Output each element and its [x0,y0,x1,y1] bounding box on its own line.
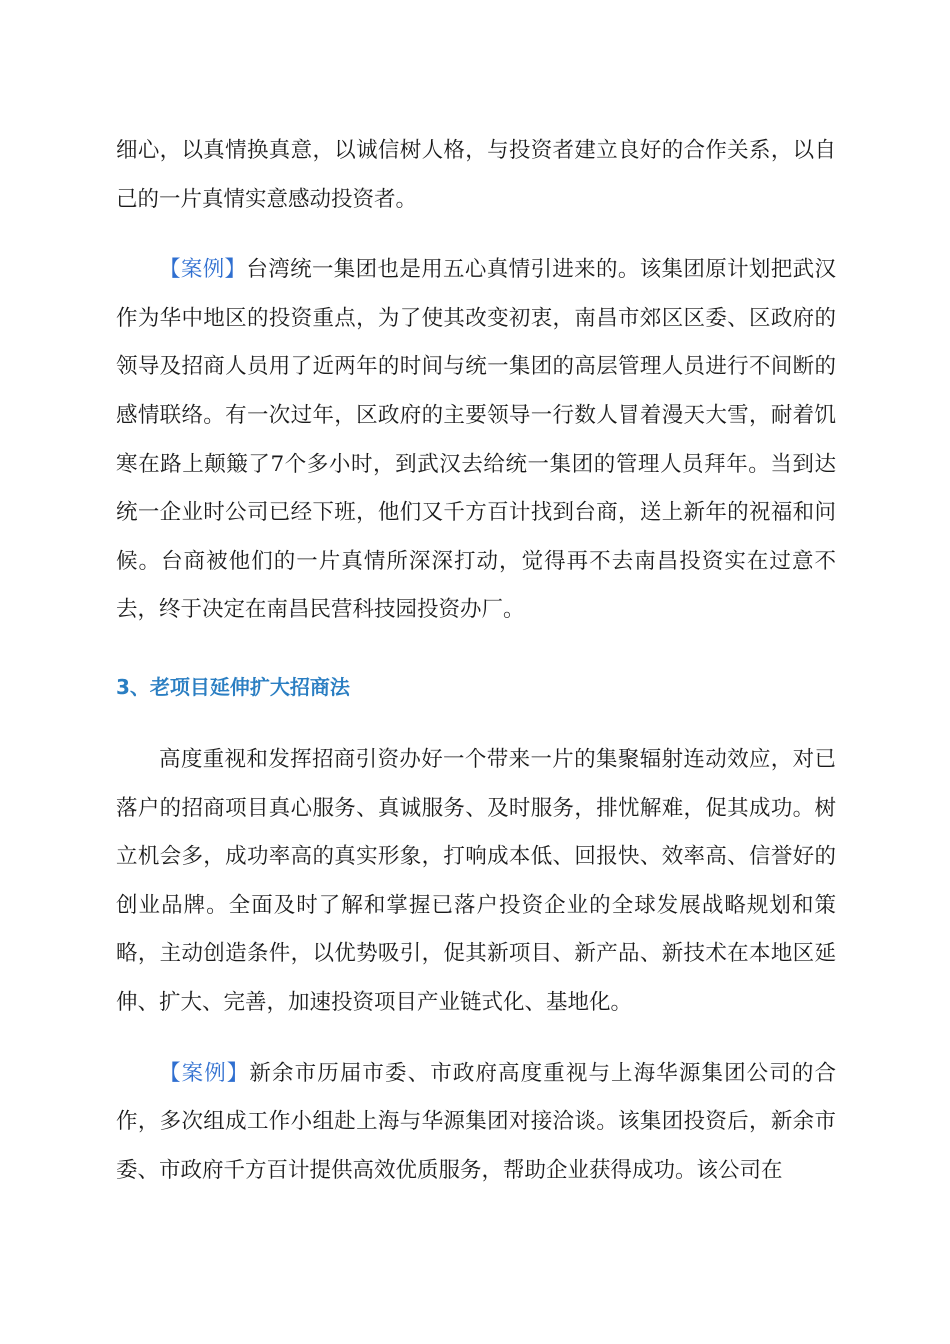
paragraph-text: 高度重视和发挥招商引资办好一个带来一片的集聚辐射连动效应，对已落户的招商项目真心服务、真诚服务、及时服务，排忧解难，促其成功。树立机会多，成功率高的真实形象，打响成本低、回报快、效率高、信誉好的创业品牌。全面及时了解和掌握已落户投资企业的全球发展战略规划和策略，主动创造条件，以优势吸引，促其新项目、新产品、新技术在本地区延伸、扩大、完善，加速投资项目产业链式化、基地化。 [116,746,836,1015]
case-tag: 【案例】 [159,1060,250,1086]
case-paragraph-tongyi [116,246,836,635]
paragraph-text: 新余市历届市委、市政府高度重视与上海华源集团公司的合作，多次组成工作小组赴上海与华源集团对接洽谈。该集团投资后，新余市委、市政府千方百计提供高效优质服务，帮助企业获得成功。该公司在 [116,1060,836,1183]
case-tag: 【案例】 [159,257,247,283]
paragraph-old-project-method [116,736,836,1028]
document-page [116,127,836,1195]
case-paragraph-xinyu [116,1050,836,1196]
section-heading: 3、老项目延伸扩大招商法 [116,674,350,699]
paragraph-text: 台湾统一集团也是用五心真情引进来的。该集团原计划把武汉作为华中地区的投资重点，为了使其改变初衷，南昌市郊区区委、区政府的领导及招商人员用了近两年的时间与统一集团的高层管理人员进行不间断的感情联络。有一次过年，区政府的主要领导一行数人冒着漫天大雪，耐着饥寒在路上颠簸了7个多小时，到武汉去给统一集团的管理人员拜年。当到达统一企业时公司已经下班，他们又千方百计找到台商，送上新年的祝福和问候。台商被他们的一片真情所深深打动，觉得再不去南昌投资实在过意不去，终于决定在南昌民营科技园投资办厂。 [116,257,836,623]
paragraph-continuation [116,127,836,224]
paragraph-text: 细心，以真情换真意，以诚信树人格，与投资者建立良好的合作关系，以自己的一片真情实意感动投资者。 [116,138,836,212]
